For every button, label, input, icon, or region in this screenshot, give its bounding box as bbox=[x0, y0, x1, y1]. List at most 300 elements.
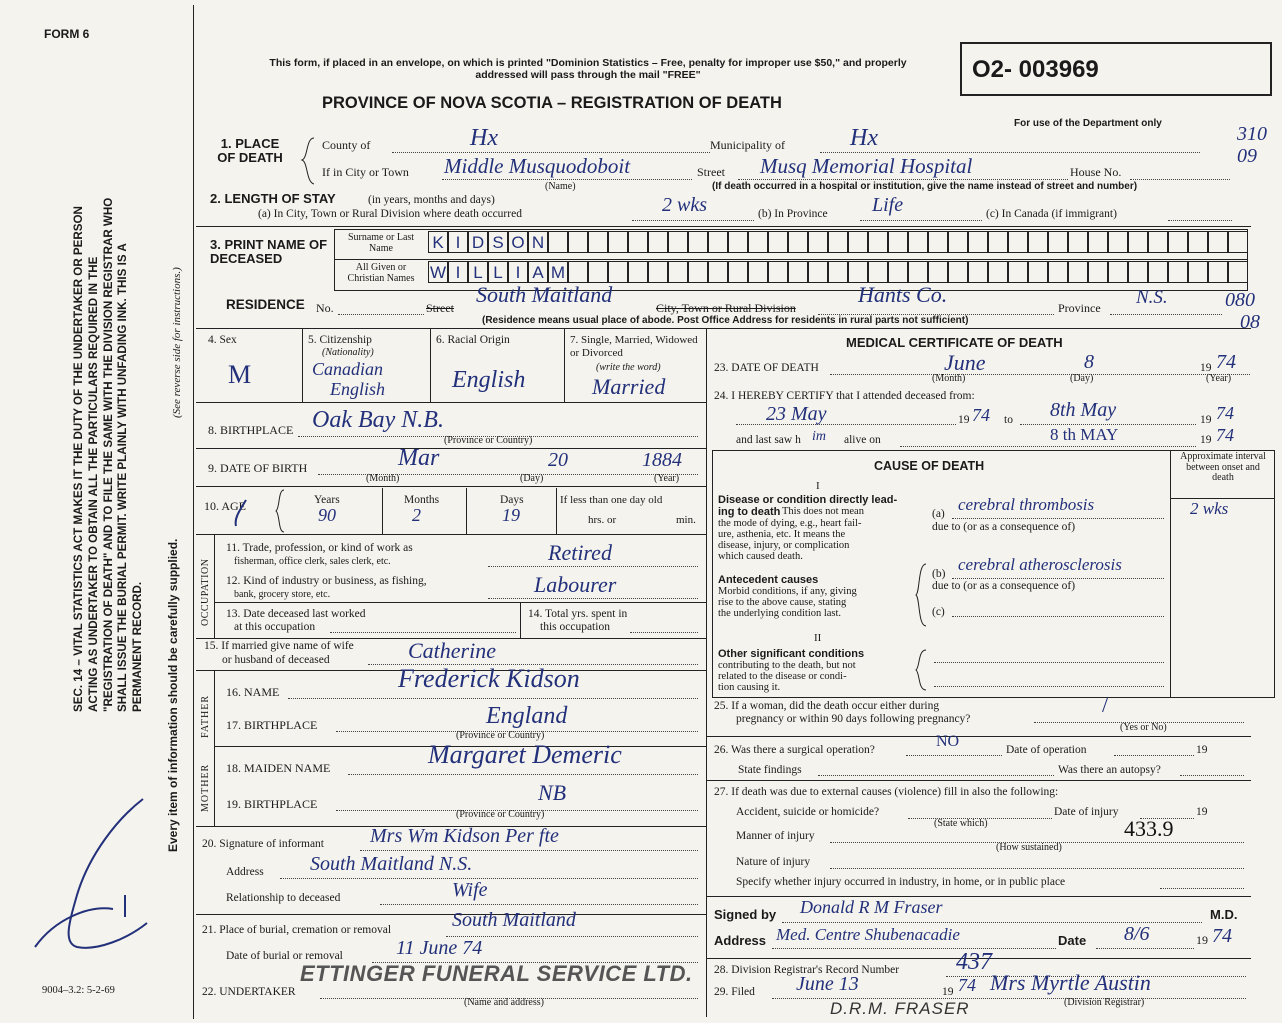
record-number-value: 437 bbox=[956, 949, 992, 975]
surname-letter-cell bbox=[1048, 231, 1068, 253]
age-months-label: Months bbox=[404, 494, 440, 506]
given-names-letter-cell: L bbox=[488, 261, 508, 283]
municipality-line bbox=[820, 152, 1200, 153]
burial-date-value: 11 June 74 bbox=[396, 937, 483, 959]
mother-birthplace-caption: (Province or Country) bbox=[456, 809, 545, 820]
citizenship-label: 5. Citizenship bbox=[308, 334, 372, 346]
center-divider bbox=[706, 328, 707, 1017]
house-no-label: House No. bbox=[1070, 165, 1122, 179]
rule-6-7 bbox=[564, 328, 565, 402]
dept-code-1: 310 bbox=[1237, 123, 1267, 145]
citizenship-value-1: Canadian bbox=[312, 359, 384, 379]
name-top-rule bbox=[196, 226, 1251, 227]
surname-letter-cell bbox=[1088, 231, 1108, 253]
death-year-prefix: 19 bbox=[1200, 362, 1212, 374]
specify-label: Specify whether injury occurred in industry, in home, or in public place bbox=[736, 876, 1066, 888]
record-number-label: 28. Division Registrar's Record Number bbox=[714, 964, 900, 976]
registrar-value: Mrs Myrtle Austin bbox=[990, 970, 1151, 995]
given-names-letter-cell bbox=[1048, 261, 1068, 283]
city-value: Middle Musquodoboit bbox=[444, 154, 631, 178]
surname-letter-cell bbox=[848, 231, 868, 253]
form-number: FORM 6 bbox=[44, 27, 90, 41]
stay-canada-label: (c) In Canada (if immigrant) bbox=[986, 208, 1117, 220]
md-address-value: Med. Centre Shubenacadie bbox=[776, 925, 960, 944]
surname-letter-cell bbox=[908, 231, 928, 253]
given-names-letter-cell bbox=[968, 261, 988, 283]
antecedent-label-2: rise to the above cause, stating bbox=[718, 597, 847, 608]
surname-letter-cell: I bbox=[448, 231, 468, 253]
given-names-letter-cell bbox=[1088, 261, 1108, 283]
date-injury-label: Date of injury bbox=[1054, 806, 1119, 818]
disease-label-4: the mode of dying, e.g., heart fail- bbox=[718, 518, 862, 529]
given-names-letter-cell bbox=[1008, 261, 1028, 283]
informant-line bbox=[360, 850, 698, 851]
filed-label: 29. Filed bbox=[714, 986, 755, 998]
rule-row-8 bbox=[196, 402, 706, 403]
certify-label: 24. I HEREBY CERTIFY that I attended deceased from: bbox=[714, 390, 975, 402]
given-names-letter-cell bbox=[708, 261, 728, 283]
attend-from-year-value: 74 bbox=[972, 405, 990, 425]
given-names-letter-cell bbox=[568, 261, 588, 283]
surname-letter-cell bbox=[888, 231, 908, 253]
dob-month-value: Mar bbox=[398, 445, 440, 471]
form-title: PROVINCE OF NOVA SCOTIA – REGISTRATION OF DEATH bbox=[322, 94, 782, 112]
other-line-1 bbox=[934, 662, 1164, 663]
side-notice-2: Every item of information should be carefully supplied. bbox=[166, 538, 180, 852]
surname-letter-cell bbox=[568, 231, 588, 253]
surname-letter-cell bbox=[968, 231, 988, 253]
father-birthplace-label: 17. BIRTHPLACE bbox=[226, 718, 318, 732]
father-name-value: Frederick Kidson bbox=[398, 664, 580, 693]
age-rule-1 bbox=[382, 488, 383, 534]
cause-a-label: (a) bbox=[932, 508, 945, 520]
given-names-letter-cell: I bbox=[508, 261, 528, 283]
given-names-letter-cell bbox=[1148, 261, 1168, 283]
due-to-label-b: due to (or as a consequence of) bbox=[932, 580, 1076, 592]
doctor-name-stamp: D.R.M. FRASER bbox=[830, 999, 970, 1018]
manner-label: Manner of injury bbox=[736, 830, 815, 842]
given-names-letter-cell bbox=[1208, 261, 1228, 283]
md-date-label: Date bbox=[1058, 933, 1087, 948]
racial-label: 6. Racial Origin bbox=[436, 334, 510, 346]
surname-letter-cell bbox=[608, 231, 628, 253]
registration-number-box bbox=[960, 42, 1272, 96]
min-label: min. bbox=[676, 514, 696, 526]
given-names-letter-cell bbox=[808, 261, 828, 283]
surname-letter-cell bbox=[768, 231, 788, 253]
age-label: 10. AGE bbox=[204, 499, 246, 513]
attend-to-value: 8th May bbox=[1050, 399, 1117, 421]
given-names-letter-cell bbox=[988, 261, 1008, 283]
informant-address-value: South Maitland N.S. bbox=[310, 853, 473, 875]
disease-label-1: Disease or condition directly lead- bbox=[718, 494, 898, 506]
surname-letter-cell bbox=[928, 231, 948, 253]
date-operation-label: Date of operation bbox=[1006, 744, 1087, 756]
total-yrs-label-2: this occupation bbox=[540, 621, 610, 633]
stay-city-line bbox=[632, 220, 754, 221]
attend-to-year-value: 74 bbox=[1216, 403, 1234, 423]
surname-letter-cell bbox=[1228, 231, 1248, 253]
burial-line bbox=[446, 936, 698, 937]
stay-province-label: (b) In Province bbox=[758, 208, 828, 220]
surname-letter-cell bbox=[628, 231, 648, 253]
given-names-letter-cell bbox=[748, 261, 768, 283]
age-check-mark bbox=[226, 496, 256, 530]
age-days-label: Days bbox=[500, 494, 524, 506]
registration-number: O2- 003969 bbox=[972, 56, 1099, 83]
residence-label: RESIDENCE bbox=[226, 297, 305, 312]
stay-canada-line bbox=[1168, 220, 1232, 221]
autopsy-line bbox=[1180, 775, 1244, 776]
last-worked-label-2: at this occupation bbox=[234, 621, 316, 633]
given-names-letter-cell: A bbox=[528, 261, 548, 283]
rule-5-6 bbox=[430, 328, 431, 402]
md-year-prefix: 19 bbox=[1196, 933, 1208, 947]
birthplace-caption: (Province or Country) bbox=[444, 435, 533, 446]
cause-title: CAUSE OF DEATH bbox=[874, 459, 985, 473]
filed-year-prefix: 19 bbox=[942, 986, 954, 998]
interval-column-rule bbox=[1170, 450, 1171, 698]
street-line bbox=[738, 179, 1068, 180]
given-names-letter-cell bbox=[1128, 261, 1148, 283]
death-year-caption: (Year) bbox=[1206, 373, 1232, 384]
surname-letter-cell: N bbox=[528, 231, 548, 253]
rule-row-11 bbox=[196, 534, 706, 535]
given-names-letter-cell bbox=[868, 261, 888, 283]
industry-line bbox=[488, 598, 698, 599]
relationship-label: Relationship to deceased bbox=[226, 892, 341, 904]
sex-label: 4. Sex bbox=[208, 334, 237, 346]
last-saw-date-value: 8 th MAY bbox=[1050, 425, 1119, 444]
industry-label-2: bank, grocery store, etc. bbox=[234, 589, 331, 600]
cause-c-line bbox=[952, 616, 1164, 617]
father-birthplace-value: England bbox=[486, 703, 568, 729]
cause-c-label: (c) bbox=[932, 606, 945, 618]
length-of-stay-label: 2. LENGTH OF STAY bbox=[210, 191, 336, 206]
age-days-value: 19 bbox=[502, 505, 520, 525]
alive-on-label: alive on bbox=[844, 434, 881, 446]
nature-line bbox=[830, 868, 1244, 869]
dept-use-label: For use of the Department only bbox=[1014, 118, 1162, 129]
parents-rule bbox=[214, 670, 215, 826]
medical-cert-title: MEDICAL CERTIFICATE OF DEATH bbox=[846, 335, 1063, 350]
rule-row-13 bbox=[214, 602, 706, 603]
last-saw-line bbox=[900, 446, 1196, 447]
cause-a-line bbox=[952, 518, 1164, 519]
woman-label-2: pregnancy or within 90 days following pregnancy? bbox=[736, 713, 971, 725]
industry-label-1: 12. Kind of industry or business, as fishing, bbox=[226, 575, 427, 587]
hrs-or-label: hrs. or bbox=[588, 514, 617, 526]
roman-one: I bbox=[816, 480, 820, 492]
residence-city-value: Hants Co. bbox=[858, 282, 948, 307]
roman-two: II bbox=[814, 632, 822, 644]
state-which-caption: (State which) bbox=[934, 818, 988, 829]
side-notice-3: (See reverse side for instructions.) bbox=[171, 267, 183, 418]
given-names-letter-cell: I bbox=[448, 261, 468, 283]
antecedent-label-1: Morbid conditions, if any, giving bbox=[718, 586, 857, 597]
rule-row-27 bbox=[706, 780, 1251, 781]
cause-b-value: cerebral atherosclerosis bbox=[958, 555, 1122, 574]
md-year-value: 74 bbox=[1212, 925, 1232, 947]
father-name-line bbox=[288, 698, 698, 699]
nationality-label: (Nationality) bbox=[322, 347, 374, 358]
dob-day-value: 20 bbox=[548, 449, 568, 471]
given-names-letter-cell bbox=[1188, 261, 1208, 283]
attend-from-value: 23 May bbox=[766, 403, 827, 425]
disease-label-6: disease, injury, or complication bbox=[718, 540, 850, 551]
surname-letter-cell bbox=[1148, 231, 1168, 253]
date-of-death-line bbox=[830, 374, 1250, 375]
total-yrs-label-1: 14. Total yrs. spent in bbox=[528, 608, 628, 620]
disease-label-7: which caused death. bbox=[718, 551, 803, 562]
dob-label: 9. DATE OF BIRTH bbox=[208, 461, 308, 475]
mother-vertical-label: MOTHER bbox=[200, 763, 211, 812]
surname-letter-cell: K bbox=[428, 231, 448, 253]
occupation-vertical-label: OCCUPATION bbox=[200, 558, 211, 626]
citizenship-value-2: English bbox=[330, 379, 386, 399]
death-month-value: June bbox=[944, 350, 986, 375]
trade-label-1: 11. Trade, profession, or kind of work as bbox=[226, 542, 413, 554]
surname-letter-cell bbox=[548, 231, 568, 253]
residence-street-value: South Maitland bbox=[476, 282, 613, 307]
date-operation-line bbox=[1114, 755, 1194, 756]
dob-day-caption: (Day) bbox=[520, 473, 544, 484]
rule-4-5 bbox=[302, 328, 303, 402]
mother-maiden-label: 18. MAIDEN NAME bbox=[226, 761, 331, 775]
name-caption: (Name) bbox=[545, 181, 576, 192]
postal-notice: This form, if placed in an envelope, on which is printed "Dominion Statistics – Free, penalty for improper use $50," and properly addressed will pass through the mail "FREE" bbox=[269, 57, 907, 81]
age-rule-2 bbox=[466, 488, 467, 534]
surname-letter-cell bbox=[748, 231, 768, 253]
residence-street-label: Street bbox=[426, 301, 454, 315]
given-label: All Given or Christian Names bbox=[347, 262, 415, 284]
birthplace-value: Oak Bay N.B. bbox=[312, 407, 444, 433]
city-line bbox=[442, 179, 692, 180]
approx-interval-label: Approximate interval between onset and death bbox=[1180, 451, 1266, 483]
surname-letter-cell bbox=[868, 231, 888, 253]
woman-label-1: 25. If a woman, did the death occur either during bbox=[714, 700, 940, 712]
md-label: M.D. bbox=[1210, 907, 1238, 922]
hospital-note: (If death occurred in a hospital or institution, give the name instead of street and number) bbox=[712, 181, 1138, 192]
state-findings-line bbox=[818, 775, 1054, 776]
filed-date-value: June 13 bbox=[796, 973, 859, 995]
given-names-letter-cell: W bbox=[429, 263, 447, 282]
surname-letter-cell bbox=[1008, 231, 1028, 253]
age-years-value: 90 bbox=[318, 505, 336, 525]
antecedent-brace bbox=[914, 562, 928, 628]
given-names-letter-cell bbox=[1168, 261, 1188, 283]
surname-letter-cell bbox=[948, 231, 968, 253]
surname-letter-cell bbox=[808, 231, 828, 253]
surgical-value: NO bbox=[936, 733, 960, 750]
dept-code-4: 08 bbox=[1240, 311, 1260, 333]
total-yrs-line bbox=[630, 632, 698, 633]
side-notice: SEC. 14 – VITAL STATISTICS ACT MAKES IT THE DUTY OF THE UNDERTAKER OR PERSON ACTING AS UNDERTAKER TO OBTAIN ALL THE PARTICULARS REQUIRED IN THE "REGISTRATION OF DEATH" AND TO FILE THE SAME WITH THE DIVISION REGISTRAR WHO SHALL ISSUE THE BURIAL PERMIT. WRITE PLAINLY WITH UNFADING INK. THIS IS A PERMANENT RECORD. bbox=[72, 197, 145, 712]
age-years-label: Years bbox=[314, 494, 340, 506]
father-birthplace-caption: (Province or Country) bbox=[456, 730, 545, 741]
rule-row-21 bbox=[196, 914, 706, 915]
classification-code: 433.9 bbox=[1124, 816, 1174, 841]
dob-year-caption: (Year) bbox=[654, 473, 680, 484]
given-names-letter-cell bbox=[588, 261, 608, 283]
last-saw-label: and last saw h bbox=[736, 434, 801, 446]
place-of-death-label: 1. PLACE OF DEATH bbox=[217, 136, 283, 165]
dept-code-3: 080 bbox=[1225, 289, 1255, 311]
stay-province-line bbox=[860, 220, 982, 221]
given-names-letter-cell bbox=[1028, 261, 1048, 283]
cause-b-line bbox=[952, 578, 1164, 579]
city-label: If in City or Town bbox=[322, 165, 409, 179]
attend-to-year-prefix: 19 bbox=[1200, 414, 1212, 426]
given-names-letter-cell bbox=[908, 261, 928, 283]
relationship-value: Wife bbox=[452, 879, 488, 901]
due-to-label-a: due to (or as a consequence of) bbox=[932, 521, 1076, 533]
name-grid-mid bbox=[334, 259, 1248, 260]
death-year-value: 74 bbox=[1216, 351, 1236, 373]
div-registrar-caption: (Division Registrar) bbox=[1064, 997, 1145, 1008]
surname-letter-cell bbox=[688, 231, 708, 253]
other-label-1: contributing to the death, but not bbox=[718, 660, 856, 671]
stay-city-label: (a) In City, Town or Rural Division where death occurred bbox=[258, 208, 522, 220]
external-label: 27. If death was due to external causes (violence) fill in also the following: bbox=[714, 786, 1059, 798]
signed-by-label: Signed by bbox=[714, 907, 777, 922]
print-name-label: 3. PRINT NAME OF DECEASED bbox=[210, 237, 328, 267]
trade-value: Retired bbox=[548, 540, 612, 565]
surname-letter-cell bbox=[1068, 231, 1088, 253]
surname-label: Surname or Last Name bbox=[347, 232, 415, 254]
given-names-letter-cell bbox=[648, 261, 668, 283]
surname-letter-cell: S bbox=[488, 231, 508, 253]
rule-row-9 bbox=[196, 448, 706, 449]
surname-letter-cell bbox=[1208, 231, 1228, 253]
nature-label: Nature of injury bbox=[736, 856, 811, 868]
print-code: 9004–3.2: 5-2-69 bbox=[42, 985, 115, 996]
surgical-label: 26. Was there a surgical operation? bbox=[714, 744, 875, 756]
relationship-line bbox=[380, 904, 698, 905]
date-injury-year-prefix: 19 bbox=[1196, 806, 1208, 818]
street-value: Musq Memorial Hospital bbox=[760, 154, 973, 178]
disease-label-3: This does not mean bbox=[782, 506, 864, 517]
attend-from-year-prefix: 19 bbox=[958, 414, 970, 426]
given-names-letter-cell bbox=[888, 261, 908, 283]
residence-province-label: Province bbox=[1058, 301, 1101, 315]
pregnancy-mark: / bbox=[1102, 692, 1109, 717]
given-names-letter-cell: L bbox=[468, 261, 488, 283]
residence-city-label: City, Town or Rural Division bbox=[656, 301, 796, 315]
given-names-letter-cell bbox=[728, 261, 748, 283]
given-names-letter-cell bbox=[1068, 261, 1088, 283]
mother-birthplace-label: 19. BIRTHPLACE bbox=[226, 797, 318, 811]
given-names-letter-cell bbox=[668, 261, 688, 283]
age-brace bbox=[274, 488, 286, 534]
burial-date-label: Date of burial or removal bbox=[226, 950, 343, 962]
md-address-label: Address bbox=[714, 933, 767, 948]
given-names-letter-cell bbox=[928, 261, 948, 283]
last-worked-line bbox=[330, 632, 516, 633]
rule-row-10 bbox=[196, 486, 706, 487]
antecedent-label-3: the underlying condition last. bbox=[718, 608, 842, 619]
municipality-value: Hx bbox=[850, 125, 878, 151]
surname-letter-cell bbox=[728, 231, 748, 253]
disease-label-2: ing to death bbox=[718, 506, 781, 518]
surname-letter-cell: D bbox=[468, 231, 488, 253]
last-saw-year-prefix: 19 bbox=[1200, 434, 1212, 446]
mother-birthplace-value: NB bbox=[538, 780, 567, 805]
last-saw-year-value: 74 bbox=[1216, 425, 1234, 445]
date-of-death-label: 23. DATE OF DEATH bbox=[714, 362, 819, 374]
last-saw-him-value: im bbox=[812, 429, 826, 444]
dob-year-value: 1884 bbox=[642, 449, 682, 471]
age-rule-3 bbox=[556, 488, 557, 534]
racial-value: English bbox=[452, 367, 526, 393]
informant-label: 20. Signature of informant bbox=[202, 838, 325, 850]
stay-province-value: Life bbox=[872, 194, 904, 216]
sex-value: M bbox=[228, 360, 252, 389]
county-value: Hx bbox=[470, 125, 498, 151]
father-vertical-label: FATHER bbox=[200, 694, 211, 738]
burial-place-value: South Maitland bbox=[452, 909, 576, 931]
given-names-letter-cell bbox=[948, 261, 968, 283]
age-months-value: 2 bbox=[412, 505, 421, 525]
cause-b-label: (b) bbox=[932, 568, 946, 580]
wife-label-2: or husband of deceased bbox=[222, 654, 330, 666]
burial-label: 21. Place of burial, cremation or removal bbox=[202, 924, 392, 936]
wife-value: Catherine bbox=[408, 638, 496, 663]
birthplace-label: 8. BIRTHPLACE bbox=[208, 423, 294, 437]
lower-top-rule bbox=[196, 328, 1251, 329]
occupation-rule bbox=[214, 534, 215, 638]
attend-to-label: to bbox=[1004, 414, 1013, 426]
surname-letter-cell bbox=[988, 231, 1008, 253]
other-sig-label: Other significant conditions bbox=[718, 648, 865, 660]
state-findings-label: State findings bbox=[738, 764, 802, 776]
md-date-line bbox=[1096, 948, 1194, 949]
dept-code-2: 09 bbox=[1237, 145, 1257, 167]
given-names-letter-cell: M bbox=[548, 261, 568, 283]
given-names-letter-cell bbox=[1108, 261, 1128, 283]
trade-label-2: fisherman, office clerk, sales clerk, etc. bbox=[234, 556, 391, 567]
date-operation-year-prefix: 19 bbox=[1196, 744, 1208, 756]
county-label: County of bbox=[322, 138, 371, 152]
residence-province-value: N.S. bbox=[1136, 287, 1168, 308]
county-line bbox=[392, 152, 710, 153]
other-label-2: related to the disease or condi- bbox=[718, 671, 847, 682]
surname-letter-cell bbox=[588, 231, 608, 253]
given-names-letter-cell bbox=[788, 261, 808, 283]
informant-value: Mrs Wm Kidson Per fte bbox=[370, 825, 559, 847]
how-sustained-caption: (How sustained) bbox=[996, 842, 1062, 853]
mother-maiden-value: Margaret Demeric bbox=[428, 740, 622, 769]
residence-province-line bbox=[1110, 314, 1222, 315]
cause-a-value: cerebral thrombosis bbox=[958, 495, 1095, 514]
street-label: Street bbox=[697, 165, 725, 179]
other-label-3: tion causing it. bbox=[718, 682, 781, 693]
other-line-2 bbox=[934, 686, 1164, 687]
trade-line bbox=[488, 566, 698, 567]
residence-no-line bbox=[338, 314, 424, 315]
form-left-border bbox=[193, 5, 194, 1019]
signed-by-value: Donald R M Fraser bbox=[800, 897, 943, 917]
yes-no-caption: (Yes or No) bbox=[1120, 722, 1167, 733]
surname-letter-cell: O bbox=[508, 231, 528, 253]
father-name-label: 16. NAME bbox=[226, 685, 280, 699]
marital-value: Married bbox=[592, 374, 666, 399]
disease-label-5: ure, asthenia, etc. It means the bbox=[718, 529, 846, 540]
place-brace bbox=[300, 136, 316, 186]
surname-letter-cell bbox=[708, 231, 728, 253]
given-names-letter-cell bbox=[848, 261, 868, 283]
stay-city-value: 2 wks bbox=[662, 194, 707, 216]
